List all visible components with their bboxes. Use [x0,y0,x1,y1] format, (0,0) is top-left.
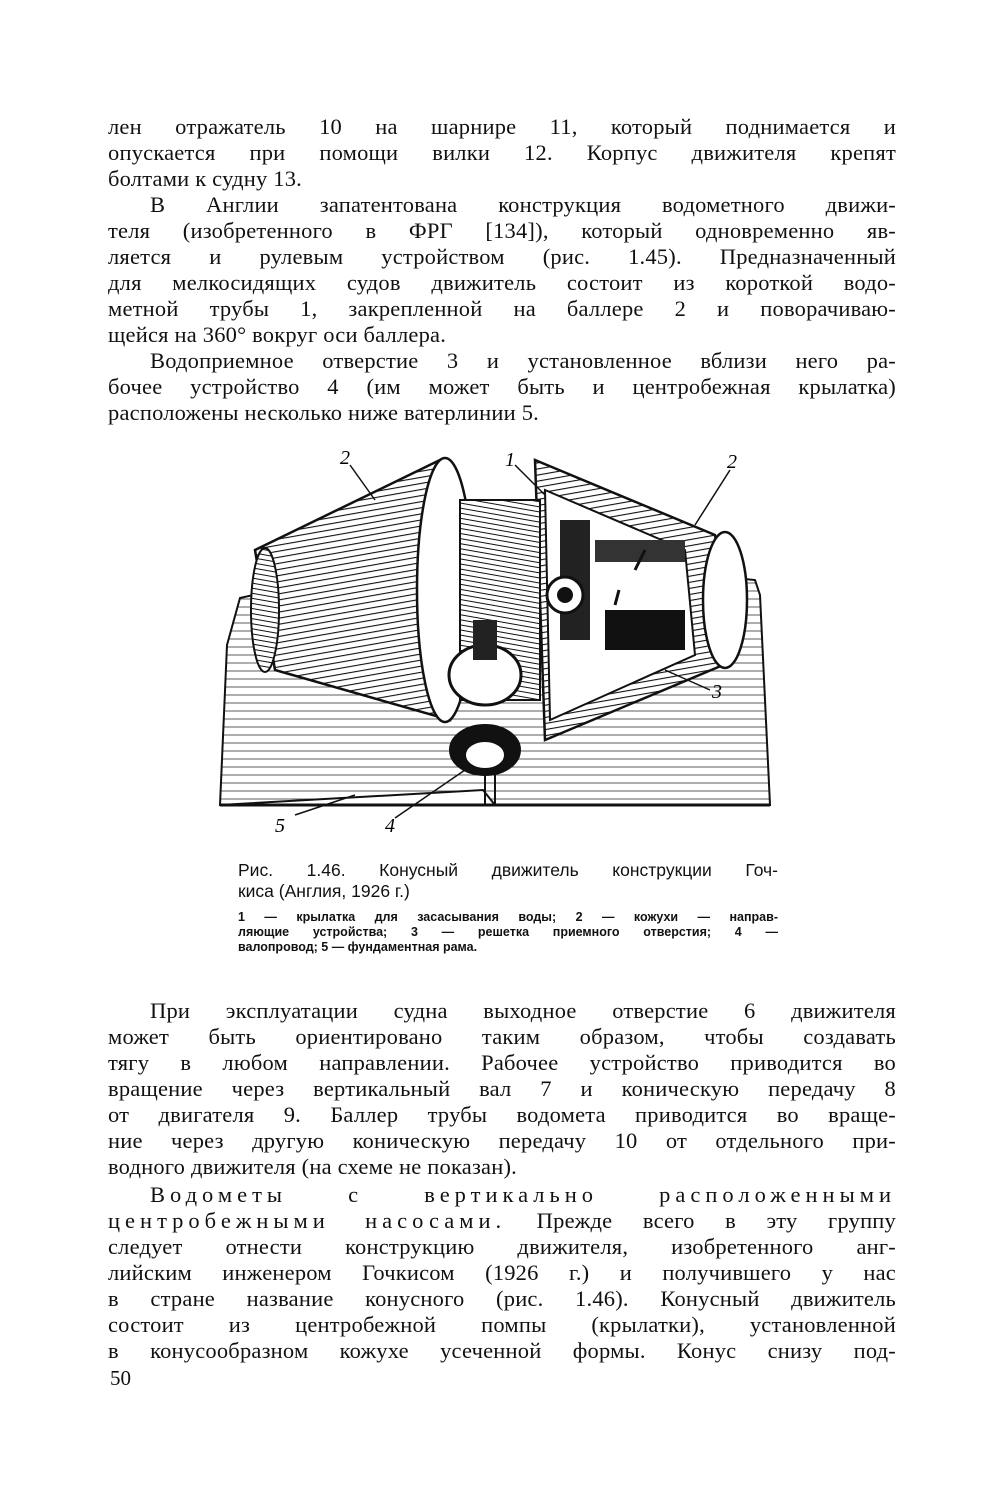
paragraph-5 [108,1182,896,1364]
figure-label-5: 5 [275,815,285,837]
text-line [108,1208,896,1234]
legend-line: ляющие устройства; 3 — решетка приемного отверстия; 4 — [238,925,778,939]
text-line: ляется и рулевым устройством (рис. 1.45). Предназначенный [108,244,896,269]
paragraph-4 [108,998,896,1180]
text-line: щейся на 360° вокруг оси баллера. [108,322,447,347]
figure-label-2-left: 2 [340,447,350,469]
figure-caption-title [238,860,778,902]
text-line: для мелкосидящих судов движитель состоит из короткой водо- [108,270,896,295]
figure-label-1: 1 [505,449,515,471]
cone-propulsor-illustration [215,440,775,840]
legend-line: 1 — крылатка для засасывания воды; 2 — кожухи — направ- [238,910,778,924]
text-line: тягу в любом направлении. Рабочее устройство приводится во [108,1050,896,1075]
paragraph-1 [108,114,896,192]
paragraph-2 [108,192,896,348]
spaced-heading-continuation: центробежными насосами. [108,1208,507,1233]
figure-label-2-right: 2 [727,451,737,473]
text-line: водного движителя (на схеме не показан). [108,1154,517,1179]
text-line: теля (изобретенного в ФРГ [134]), который одновременно яв- [108,218,896,243]
page-number: 50 [110,1366,131,1390]
text-line: расположены несколько ниже ватерлинии 5. [108,400,539,425]
text-line: В Англии запатентована конструкция водометного движи- [150,192,896,217]
text-line: лийским инженером Гочкисом (1926 г.) и получившего у нас [108,1260,896,1285]
text-line: При эксплуатации судна выходное отверстие 6 движителя [150,998,896,1023]
text-line: метной трубы 1, закрепленной на баллере 2 и поворачиваю- [108,296,896,321]
text-line: в стране название конусного (рис. 1.46). Конусный движитель [108,1286,896,1311]
paragraph-3 [108,348,896,426]
text-line: болтами к судну 13. [108,166,302,191]
figure-caption-legend [238,910,778,955]
text-line: состоит из центробежной помпы (крылатки), установленной [108,1312,896,1337]
text-line: от двигателя 9. Баллер трубы водомета приводится во враще- [108,1102,896,1127]
text-line: бочее устройство 4 (им может быть и центробежная крылатка) [108,374,896,399]
text-line: опускается при помощи вилки 12. Корпус движителя крепят [108,140,896,165]
spaced-heading-line: Водометы с вертикально расположенными [150,1182,896,1207]
text-fragment: Прежде всего в эту группу [506,1208,896,1233]
text-line: лен отражатель 10 на шарнире 11, который поднимается и [108,114,896,139]
text-line: следует отнести конструкцию движителя, изобретенного анг- [108,1234,896,1259]
figure-label-4: 4 [385,815,395,837]
text-line: вращение через вертикальный вал 7 и коническую передачу 8 [108,1076,896,1101]
text-line: Водоприемное отверстие 3 и установленное вблизи него ра- [150,348,896,373]
text-line: может быть ориентировано таким образом, чтобы создавать [108,1024,896,1049]
caption-line: Рис. 1.46. Конусный движитель конструкции Гоч- [238,860,778,880]
text-line: в конусообразном кожухе усеченной формы. Конус снизу под- [108,1338,896,1363]
legend-line: валопровод; 5 — фундаментная рама. [238,940,478,954]
caption-line: киса (Англия, 1926 г.) [238,881,410,901]
figure-label-3: 3 [712,681,722,703]
text-line: ние через другую коническую передачу 10 от отдельного при- [108,1128,896,1153]
